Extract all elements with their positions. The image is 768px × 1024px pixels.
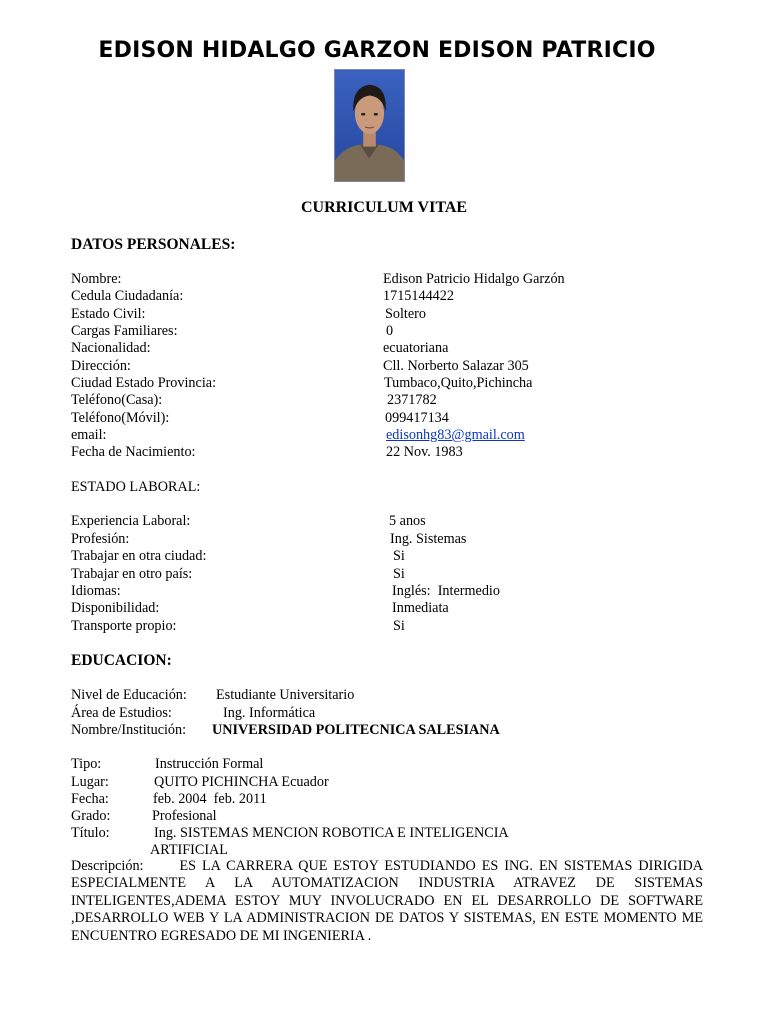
label-disponibilidad: Disponibilidad: (71, 600, 160, 616)
label-experiencia: Experiencia Laboral: (71, 513, 191, 529)
label-otro-pais: Trabajar en otro país: (71, 566, 193, 582)
value-ciudad: Tumbaco,Quito,Pichincha (384, 375, 533, 391)
value-fecha-nacimiento: 22 Nov. 1983 (386, 444, 463, 460)
document-title: CURRICULUM VITAE (300, 199, 468, 216)
value-cargas-familiares: 0 (386, 323, 394, 339)
value-otra-ciudad: Si (393, 548, 405, 564)
value-transporte: Si (393, 618, 405, 634)
label-nombre: Nombre: (71, 271, 122, 287)
value-lugar: QUITO PICHINCHA Ecuador (154, 774, 329, 790)
section-heading-labor: ESTADO LABORAL: (71, 479, 201, 495)
label-nivel-educacion: Nivel de Educación: (71, 687, 187, 703)
value-nombre: Edison Patricio Hidalgo Garzón (383, 271, 565, 287)
value-nacionalidad: ecuatoriana (383, 340, 449, 356)
label-direccion: Dirección: (71, 358, 131, 374)
label-grado: Grado: (71, 808, 111, 824)
value-tipo: Instrucción Formal (155, 756, 264, 772)
label-profesion: Profesión: (71, 531, 130, 547)
value-area-estudios: Ing. Informática (223, 705, 316, 721)
label-fecha: Fecha: (71, 791, 109, 807)
label-estado-civil: Estado Civil: (71, 306, 146, 322)
label-otra-ciudad: Trabajar en otra ciudad: (71, 548, 207, 564)
label-cargas-familiares: Cargas Familiares: (71, 323, 178, 339)
value-otro-pais: Si (393, 566, 405, 582)
label-descripcion: Descripción: (71, 858, 144, 874)
label-institucion: Nombre/Institución: (71, 722, 187, 738)
value-direccion: Cll. Norberto Salazar 305 (383, 358, 529, 374)
value-grado: Profesional (152, 808, 217, 824)
value-telefono-movil: 099417134 (385, 410, 449, 426)
value-cedula: 1715144422 (383, 288, 454, 304)
value-idiomas: Inglés: Intermedio (392, 583, 500, 599)
label-fecha-nacimiento: Fecha de Nacimiento: (71, 444, 196, 460)
section-heading-education: EDUCACION: (71, 652, 172, 669)
label-nacionalidad: Nacionalidad: (71, 340, 151, 356)
value-profesion: Ing. Sistemas (390, 531, 467, 547)
email-link[interactable]: edisonhg83@gmail.com (386, 427, 525, 443)
value-nivel-educacion: Estudiante Universitario (216, 687, 355, 703)
profile-photo (334, 69, 405, 182)
label-ciudad: Ciudad Estado Provincia: (71, 375, 217, 391)
value-disponibilidad: Inmediata (392, 600, 449, 616)
section-heading-personal: DATOS PERSONALES: (71, 236, 236, 253)
description-paragraph (71, 858, 703, 945)
value-titulo: Ing. SISTEMAS MENCION ROBOTICA E INTELIGENCIA (154, 825, 509, 841)
value-experiencia: 5 anos (389, 513, 426, 529)
value-titulo-continuation: ARTIFICIAL (150, 842, 228, 858)
label-area-estudios: Área de Estudios: (71, 705, 172, 721)
value-institucion: UNIVERSIDAD POLITECNICA SALESIANA (212, 722, 500, 738)
value-estado-civil: Soltero (385, 306, 426, 322)
page-title: EDISON HIDALGO GARZON EDISON PATRICIO (98, 38, 656, 63)
label-email: email: (71, 427, 107, 443)
label-titulo: Título: (71, 825, 110, 841)
label-transporte: Transporte propio: (71, 618, 177, 634)
label-cedula: Cedula Ciudadanía: (71, 288, 184, 304)
value-descripcion: ES LA CARRERA QUE ESTOY ESTUDIANDO ES ING. EN SISTEMAS DIRIGIDA ESPECIALMENTE A LA AUTOMATIZACION INDUSTRIA ATRAVEZ DE SISTEMAS INTELIGENTES,ADEMA ESTOY MUY INVOLUCRADO EN EL DESARROLLO DE SOFTWARE ,DESARROLLO WEB Y LA ADMINISTRACION DE DATOS Y SISTEMAS, EN ESTE MOMENTO ME ENCUENTRO EGRESADO DE MI INGENIERIA . (71, 858, 703, 944)
label-idiomas: Idiomas: (71, 583, 121, 599)
label-telefono-movil: Teléfono(Móvil): (71, 410, 170, 426)
value-fecha: feb. 2004 feb. 2011 (153, 791, 267, 807)
label-tipo: Tipo: (71, 756, 102, 772)
label-lugar: Lugar: (71, 774, 109, 790)
label-telefono-casa: Teléfono(Casa): (71, 392, 163, 408)
value-telefono-casa: 2371782 (387, 392, 437, 408)
